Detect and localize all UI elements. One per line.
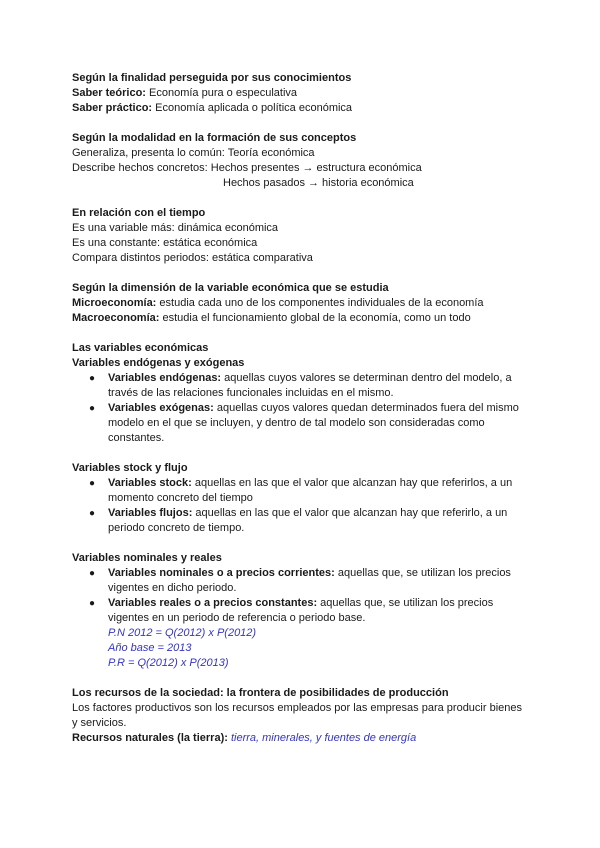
stock-text-1: aquellas en las que el valor que alcanzan hay que referirlos, a un [191, 477, 513, 489]
saber-teorico-text: Economía pura o especulativa [145, 87, 298, 99]
tiempo-line-2: Es una constante: estática económica [72, 237, 258, 249]
section-heading-variables: Las variables económicas [72, 342, 209, 354]
stock-text-2: momento concreto del tiempo [108, 492, 253, 504]
list-item [72, 506, 532, 536]
saber-teorico-line [72, 86, 532, 101]
endogenas-label: Variables endógenas: [108, 372, 222, 384]
list-item [72, 476, 532, 506]
flujo-text-2: periodo concreto de tiempo. [108, 522, 245, 534]
nominales-label: Variables nominales o a precios corrientes: [108, 567, 335, 579]
nominales-reales-list [72, 566, 532, 626]
modalidad-line-2: Describe hechos concretos: Hechos presentes → estructura económica [72, 162, 422, 174]
formula-pn: P.N 2012 = Q(2012) x P(2012) [108, 627, 257, 639]
recursos-para-1: Los factores productivos son los recursos empleados por las empresas para producir bienes [72, 702, 523, 714]
document-body [72, 71, 532, 746]
bullet-icon: ● [89, 403, 96, 414]
tiempo-line-1: Es una variable más: dinámica económica [72, 222, 279, 234]
reales-text-2: vigentes en un periodo de referencia o periodo base. [108, 612, 366, 624]
modalidad-line-3: Hechos pasados → historia económica [223, 177, 414, 189]
stock-flujo-list [72, 476, 532, 536]
section-heading-modalidad: Según la modalidad en la formación de sus conceptos [72, 132, 357, 144]
nominales-text-1: aquellas que, se utilizan los precios [334, 567, 511, 579]
nominales-text-2: vigentes en dicho periodo. [108, 582, 237, 594]
tiempo-line-3: Compara distintos periodos: estática comparativa [72, 252, 313, 264]
section-heading-nominales-reales: Variables nominales y reales [72, 552, 222, 564]
exogenas-text-1: aquellas cuyos valores quedan determinados fuera del mismo [213, 402, 519, 414]
flujo-text-1: aquellas en las que el valor que alcanzan hay que referirlo, a un [192, 507, 508, 519]
endogenas-text-2: través de las relaciones funcionales incluidas en el mismo. [108, 387, 394, 399]
section-heading-finalidad: Según la finalidad perseguida por sus conocimientos [72, 72, 352, 84]
saber-practico-line [72, 101, 532, 116]
macroeconomia-line [72, 311, 532, 326]
list-item [72, 371, 532, 401]
microeconomia-line [72, 296, 532, 311]
modalidad-line-1: Generaliza, presenta lo común: Teoría económica [72, 147, 315, 159]
section-heading-tiempo: En relación con el tiempo [72, 207, 206, 219]
formula-ano-base: Año base = 2013 [108, 642, 192, 654]
recursos-naturales-line [72, 731, 532, 746]
endogenas-text-1: aquellas cuyos valores se determinan dentro del modelo, a [221, 372, 512, 384]
section-heading-endogenas: Variables endógenas y exógenas [72, 357, 245, 369]
stock-label: Variables stock: [108, 477, 192, 489]
microeconomia-text: estudia cada uno de los componentes individuales de la economía [156, 297, 484, 309]
macroeconomia-label: Macroeconomía: [72, 312, 160, 324]
endogenas-list [72, 371, 532, 446]
list-item [72, 596, 532, 626]
reales-label: Variables reales o a precios constantes: [108, 597, 318, 609]
recursos-para-2: y servicios. [72, 717, 127, 729]
macroeconomia-text: estudia el funcionamiento global de la economía, como un todo [159, 312, 471, 324]
recursos-naturales-label: Recursos naturales (la tierra): [72, 732, 228, 744]
exogenas-label: Variables exógenas: [108, 402, 214, 414]
saber-practico-label: Saber práctico: [72, 102, 153, 114]
exogenas-text-3: constantes. [108, 432, 165, 444]
bullet-icon: ● [89, 598, 96, 609]
bullet-icon: ● [89, 373, 96, 384]
saber-teorico-label: Saber teórico: [72, 87, 146, 99]
list-item [72, 401, 532, 446]
formula-pr: P.R = Q(2012) x P(2013) [108, 657, 229, 669]
list-item [72, 566, 532, 596]
reales-text-1: aquellas que, se utilizan los precios [317, 597, 494, 609]
bullet-icon: ● [89, 478, 96, 489]
saber-practico-text: Economía aplicada o política económica [152, 102, 353, 114]
flujo-label: Variables flujos: [108, 507, 193, 519]
bullet-icon: ● [89, 508, 96, 519]
exogenas-text-2: modelo en el que se incluyen, y dentro de tal modelo son consideradas como [108, 417, 485, 429]
section-heading-recursos: Los recursos de la sociedad: la frontera de posibilidades de producción [72, 687, 449, 699]
section-heading-dimension: Según la dimensión de la variable económica que se estudia [72, 282, 389, 294]
recursos-naturales-text: tierra, minerales, y fuentes de energía [227, 732, 417, 744]
section-heading-stock-flujo: Variables stock y flujo [72, 462, 188, 474]
bullet-icon: ● [89, 568, 96, 579]
microeconomia-label: Microeconomía: [72, 297, 157, 309]
